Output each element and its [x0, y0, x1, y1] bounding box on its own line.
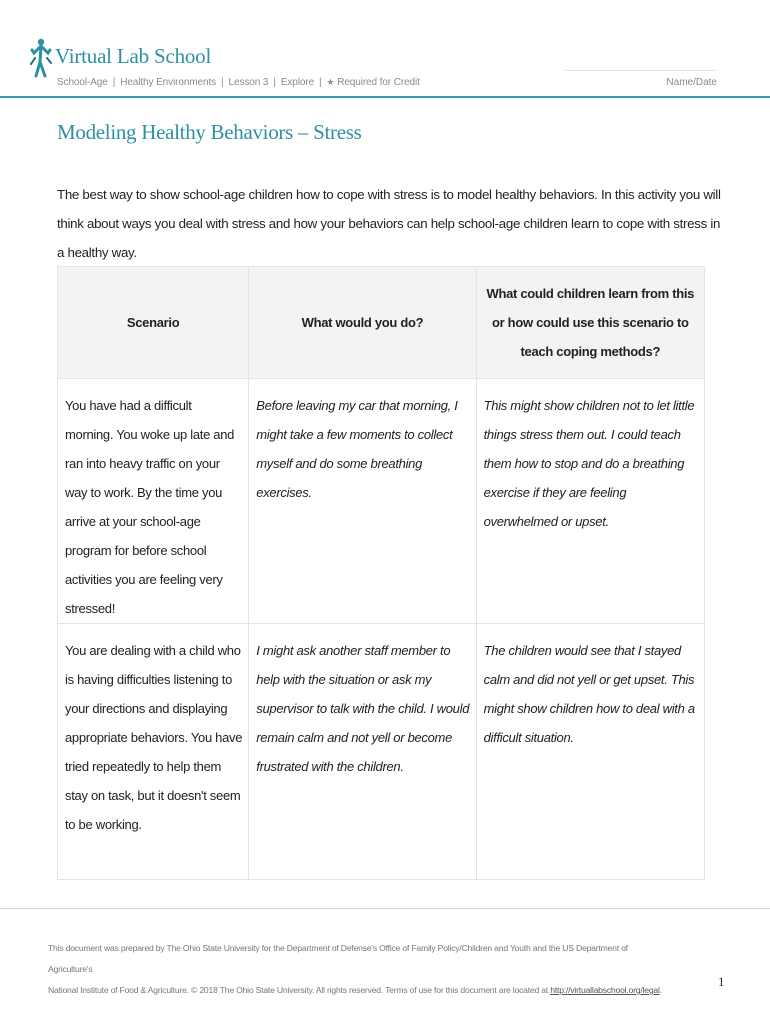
scenario-cell: You are dealing with a child who is having difficulties listening to your directions and displaying appropriate behaviors. You have tried repeatedly to help them stay on task, but it doesn't seem to be working.	[58, 624, 249, 880]
response-cell[interactable]: Before leaving my car that morning, I might take a few moments to collect myself and do some breathing exercises.	[249, 379, 476, 624]
table-row	[58, 379, 705, 624]
breadcrumb: School-Age | Healthy Environments | Lesson 3 | Explore | ★ Required for Credit	[57, 77, 420, 88]
footer-notice	[48, 938, 668, 1001]
brand-name: Virtual Lab School	[55, 44, 212, 68]
name-date-label: Name/Date	[666, 77, 717, 88]
table-row	[58, 624, 705, 880]
column-header-response: What would you do?	[249, 267, 476, 379]
footer-divider	[0, 908, 770, 909]
name-date-line	[565, 70, 717, 71]
response-cell[interactable]: I might ask another staff member to help with the situation or ask my supervisor to talk with the child. I would remain calm and not yell or become frustrated with the children.	[249, 624, 476, 880]
page-title: Modeling Healthy Behaviors – Stress	[57, 120, 362, 144]
breadcrumb-item: Explore	[280, 77, 315, 88]
page-number: 1	[718, 974, 725, 989]
star-icon: ★	[326, 77, 335, 87]
lesson-cell[interactable]: The children would see that I stayed calm and did not yell or get upset. This might show children how to deal with a difficult situation.	[476, 624, 704, 880]
column-header-lesson: What could children learn from this or how could use this scenario to teach coping methods?	[476, 267, 704, 379]
activity-table	[57, 266, 705, 880]
footer-line-2: National Institute of Food & Agriculture. © 2018 The Ohio State University. All rights reserved. Terms of use for this document are located at http://virtuallabschool.org/legal.	[48, 985, 662, 995]
breadcrumb-item: Healthy Environments	[120, 77, 217, 88]
legal-link[interactable]: http://virtuallabschool.org/legal	[550, 985, 660, 995]
required-label: Required for Credit	[337, 77, 420, 88]
page-header	[0, 0, 770, 100]
intro-paragraph: The best way to show school-age children how to cope with stress is to model healthy behaviors. In this activity you will think about ways you deal with stress and how your behaviors can help school-age children learn to cope with stress in a healthy way.	[57, 187, 721, 260]
header-divider	[0, 96, 770, 98]
breadcrumb-item: Lesson 3	[228, 77, 269, 88]
footer-line-2-text: National Institute of Food & Agriculture. © 2018 The Ohio State University. All rights reserved. Terms of use for this document are located at	[48, 985, 549, 995]
virtual-lab-school-logo-icon	[30, 38, 52, 80]
lesson-cell[interactable]: This might show children not to let little things stress them out. I could teach them how to stop and do a breathing exercise if they are feeling overwhelmed or upset.	[476, 379, 704, 624]
column-header-scenario: Scenario	[58, 267, 249, 379]
table-header-row	[58, 267, 705, 379]
scenario-cell: You have had a difficult morning. You woke up late and ran into heavy traffic on your way to work. By the time you arrive at your school-age program for before school activities you are feeling very stressed!	[58, 379, 249, 624]
breadcrumb-item: School-Age	[57, 77, 108, 88]
footer-line-1: This document was prepared by The Ohio State University for the Department of Defense's Office of Family Policy/Children and Youth and the US Department of Agriculture's	[48, 943, 628, 974]
